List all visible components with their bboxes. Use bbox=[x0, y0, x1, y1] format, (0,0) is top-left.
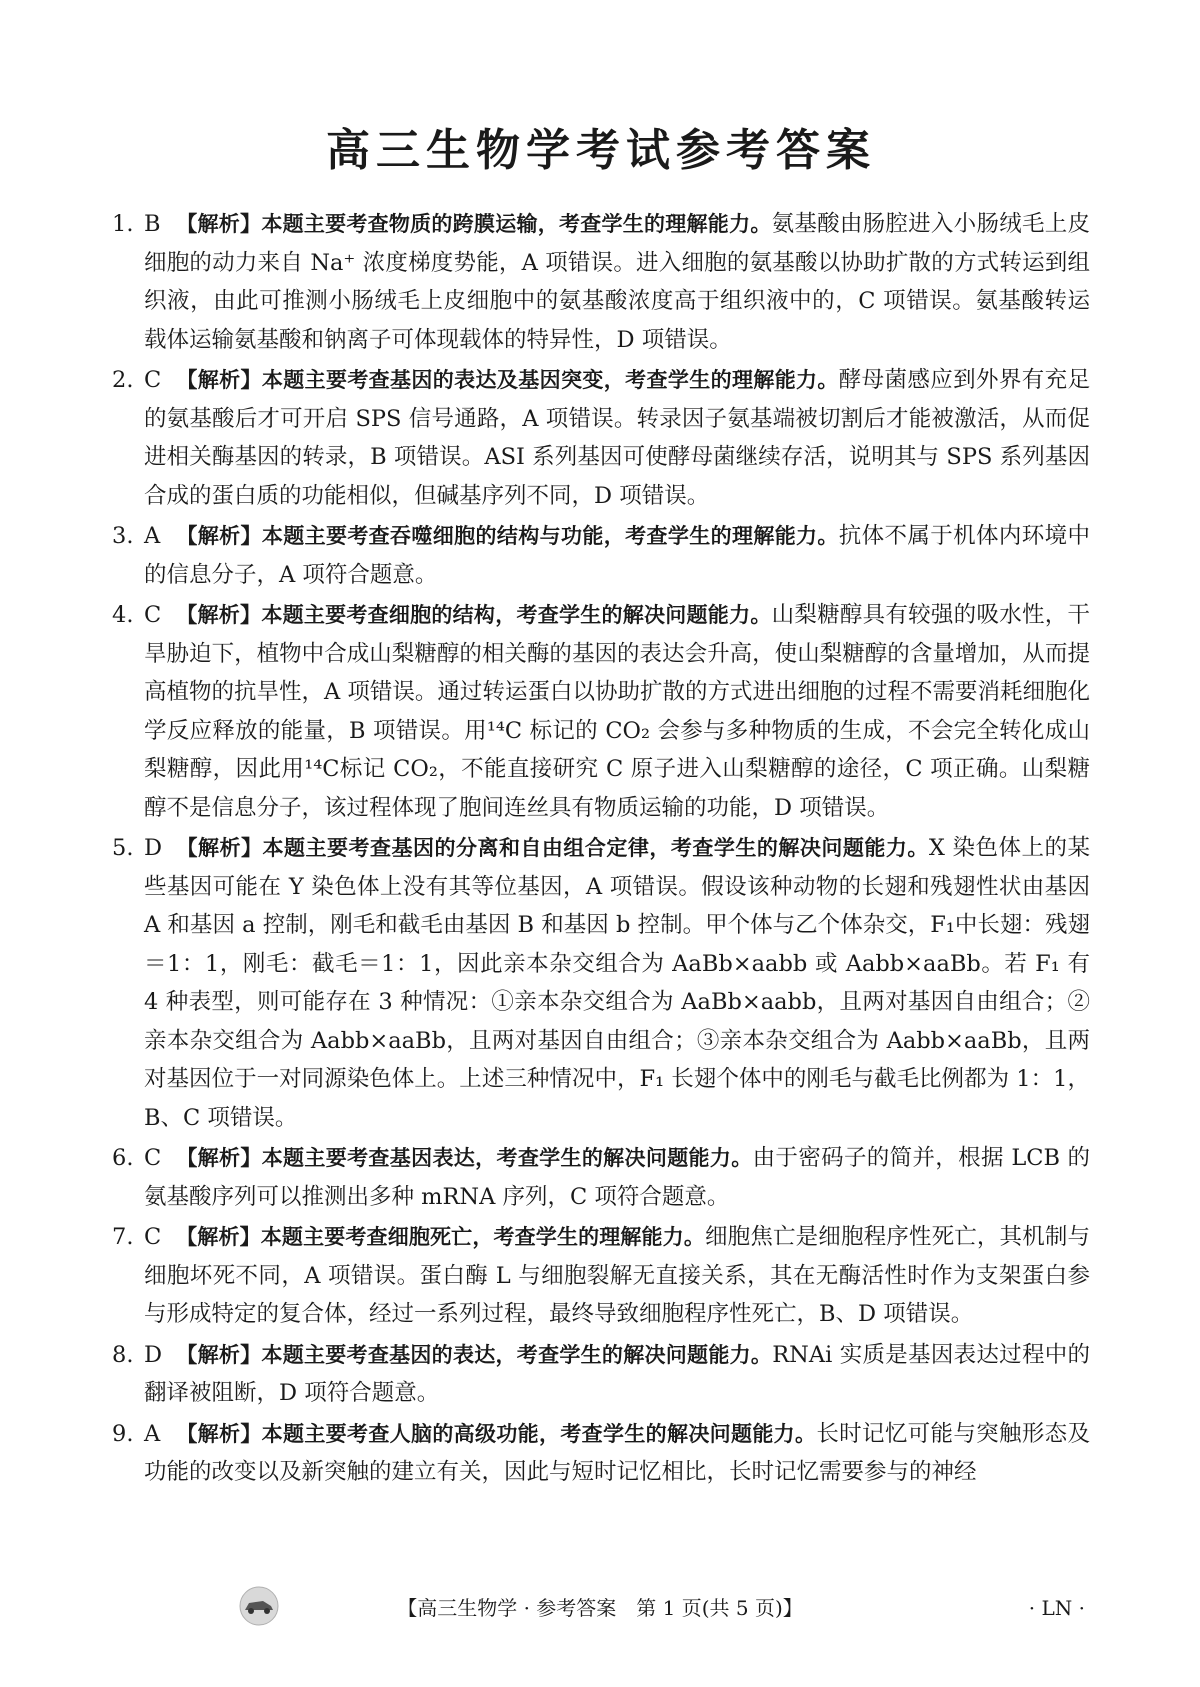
analysis-text: 细胞焦亡是细胞程序性死亡，其机制与细胞坏死不同，A 项错误。蛋白酶 L 与细胞裂解无直接关系，其在无酶活性时作为支架蛋白参与形成特定的复合体，经过一系列过程，最终导致细胞程序性死亡，B、D 项错误。 bbox=[144, 1224, 1091, 1327]
analysis-text: 长时记忆可能与突触形态及功能的改变以及新突触的建立有关，因此与短时记忆相比，长时记忆需要参与的神经 bbox=[144, 1420, 1090, 1485]
answer-item-3 bbox=[112, 517, 1090, 594]
answer-key: D bbox=[144, 1341, 163, 1368]
analysis-text: RNAi 实质是基因表达过程中的翻译被阻断，D 项符合题意。 bbox=[144, 1341, 1091, 1406]
page-title: 高三生物学考试参考答案 bbox=[326, 125, 876, 176]
item-number: 4. bbox=[112, 602, 134, 628]
answer-key: B bbox=[144, 211, 161, 237]
answer-key: A bbox=[144, 523, 161, 549]
analysis-text: 抗体不属于机体内环境中的信息分子，A 项符合题意。 bbox=[144, 523, 1090, 588]
item-number: 1. bbox=[112, 211, 134, 237]
analysis-focus: 本题主要考查基因的分离和自由组合定律，考查学生的解决问题能力。 bbox=[262, 836, 929, 860]
answer-item-4 bbox=[112, 596, 1090, 827]
answer-item-2 bbox=[112, 361, 1090, 515]
analysis-text: 由于密码子的简并，根据 LCB 的氨基酸序列可以推测出多种 mRNA 序列，C 项符合题意。 bbox=[144, 1145, 1091, 1210]
analysis-tag: 【解析】 bbox=[176, 1225, 261, 1249]
item-number: 7. bbox=[112, 1224, 134, 1250]
item-number: 6. bbox=[112, 1145, 134, 1171]
analysis-tag: 【解析】 bbox=[176, 603, 262, 627]
analysis-tag: 【解析】 bbox=[176, 212, 262, 236]
analysis-focus: 本题主要考查细胞的结构，考查学生的解决问题能力。 bbox=[261, 603, 772, 627]
item-number: 2. bbox=[112, 367, 134, 393]
analysis-tag: 【解析】 bbox=[176, 1342, 262, 1367]
answer-key: C bbox=[144, 367, 162, 393]
analysis-text: 山梨糖醇具有较强的吸水性，干旱胁迫下，植物中合成山梨糖醇的相关酶的基因的表达会升高，使山梨糖醇的含量增加，从而提高植物的抗旱性，A 项错误。通过转运蛋白以协助扩散的方式进出细胞的过程不需要消耗细胞化学反应释放的能量，B 项错误。用¹⁴C 标记的 CO₂ 会参与多种物质的生成，不会完全转化成山梨糖醇，因此用¹⁴C标记 CO₂，不能直接研究 C 原子进入山梨糖醇的途径，C 项正确。山梨糖醇不是信息分子，该过程体现了胞间连丝具有物质运输的功能，D 项错误。 bbox=[144, 602, 1090, 821]
answer-item-7 bbox=[112, 1218, 1090, 1334]
analysis-tag: 【解析】 bbox=[176, 368, 262, 392]
answer-item-6 bbox=[112, 1139, 1090, 1216]
footer-page-info: 【高三生物学 · 参考答案 第 1 页(共 5 页)】 bbox=[397, 1596, 803, 1620]
analysis-focus: 本题主要考查细胞死亡，考查学生的理解能力。 bbox=[260, 1225, 706, 1249]
answer-list bbox=[112, 205, 1090, 1492]
footer-region-code: · LN · bbox=[1028, 1596, 1085, 1620]
analysis-focus: 本题主要考查吞噬细胞的结构与功能，考查学生的理解能力。 bbox=[261, 524, 839, 548]
answer-key: C bbox=[144, 1224, 162, 1250]
item-number: 9. bbox=[112, 1420, 134, 1447]
analysis-tag: 【解析】 bbox=[176, 1146, 262, 1170]
analysis-tag: 【解析】 bbox=[176, 836, 263, 860]
answer-key: C bbox=[144, 602, 162, 628]
analysis-focus: 本题主要考查基因的表达及基因突变，考查学生的理解能力。 bbox=[261, 368, 839, 392]
analysis-text: 氨基酸由肠腔进入小肠绒毛上皮细胞的动力来自 Na⁺ 浓度梯度势能，A 项错误。进入细胞的氨基酸以协助扩散的方式转运到组织液，由此可推测小肠绒毛上皮细胞中的氨基酸浓度高于组织液中的，C 项错误。氨基酸转运载体运输氨基酸和钠离子可体现载体的特异性，D 项错误。 bbox=[144, 211, 1090, 353]
analysis-focus: 本题主要考查物质的跨膜运输，考查学生的理解能力。 bbox=[261, 212, 772, 236]
answer-key: A bbox=[144, 1420, 161, 1447]
analysis-focus: 本题主要考查基因表达，考查学生的解决问题能力。 bbox=[261, 1146, 753, 1170]
analysis-focus: 本题主要考查人脑的高级功能，考查学生的解决问题能力。 bbox=[261, 1421, 817, 1446]
item-number: 8. bbox=[112, 1341, 134, 1368]
item-number: 5. bbox=[112, 835, 134, 861]
answer-item-5 bbox=[112, 829, 1090, 1137]
answer-key: C bbox=[144, 1145, 162, 1171]
analysis-tag: 【解析】 bbox=[176, 524, 262, 548]
analysis-focus: 本题主要考查基因的表达，考查学生的解决问题能力。 bbox=[261, 1342, 773, 1367]
analysis-text: X 染色体上的某些基因可能在 Y 染色体上没有其等位基因，A 项错误。假设该种动物的长翅和残翅性状由基因 A 和基因 a 控制，刚毛和截毛由基因 B 和基因 b 控制。甲个体与乙个体杂交，F₁中长翅：残翅＝1：1，刚毛：截毛＝1：1，因此亲本杂交组合为 AaBb×aabb 或 Aabb×aaBb。若 F₁ 有 4 种表型，则可能存在 3 种情况：①亲本杂交组合为 AaBb×aabb，且两对基因自由组合；②亲本杂交组合为 Aabb×aaBb，且两对基因自由组合；③亲本杂交组合为 Aabb×aaBb，且两对基因位于一对同源染色体上。上述三种情况中，F₁ 长翅个体中的刚毛与截毛比例都为 1：1，B、C 项错误。 bbox=[144, 835, 1091, 1131]
analysis-text: 酵母菌感应到外界有充足的氨基酸后才可开启 SPS 信号通路，A 项错误。转录因子氨基端被切割后才能被激活，从而促进相关酶基因的转录，B 项错误。ASI 系列基因可使酵母菌继续存活，说明其与 SPS 系列基因合成的蛋白质的功能相似，但碱基序列不同，D 项错误。 bbox=[144, 367, 1090, 509]
answer-key: D bbox=[144, 835, 163, 861]
item-number: 3. bbox=[112, 523, 134, 549]
analysis-tag: 【解析】 bbox=[176, 1421, 262, 1446]
answer-item-9 bbox=[112, 1415, 1090, 1492]
answer-item-8 bbox=[112, 1336, 1090, 1413]
page-footer bbox=[0, 1590, 1200, 1626]
answer-item-1 bbox=[112, 205, 1090, 359]
